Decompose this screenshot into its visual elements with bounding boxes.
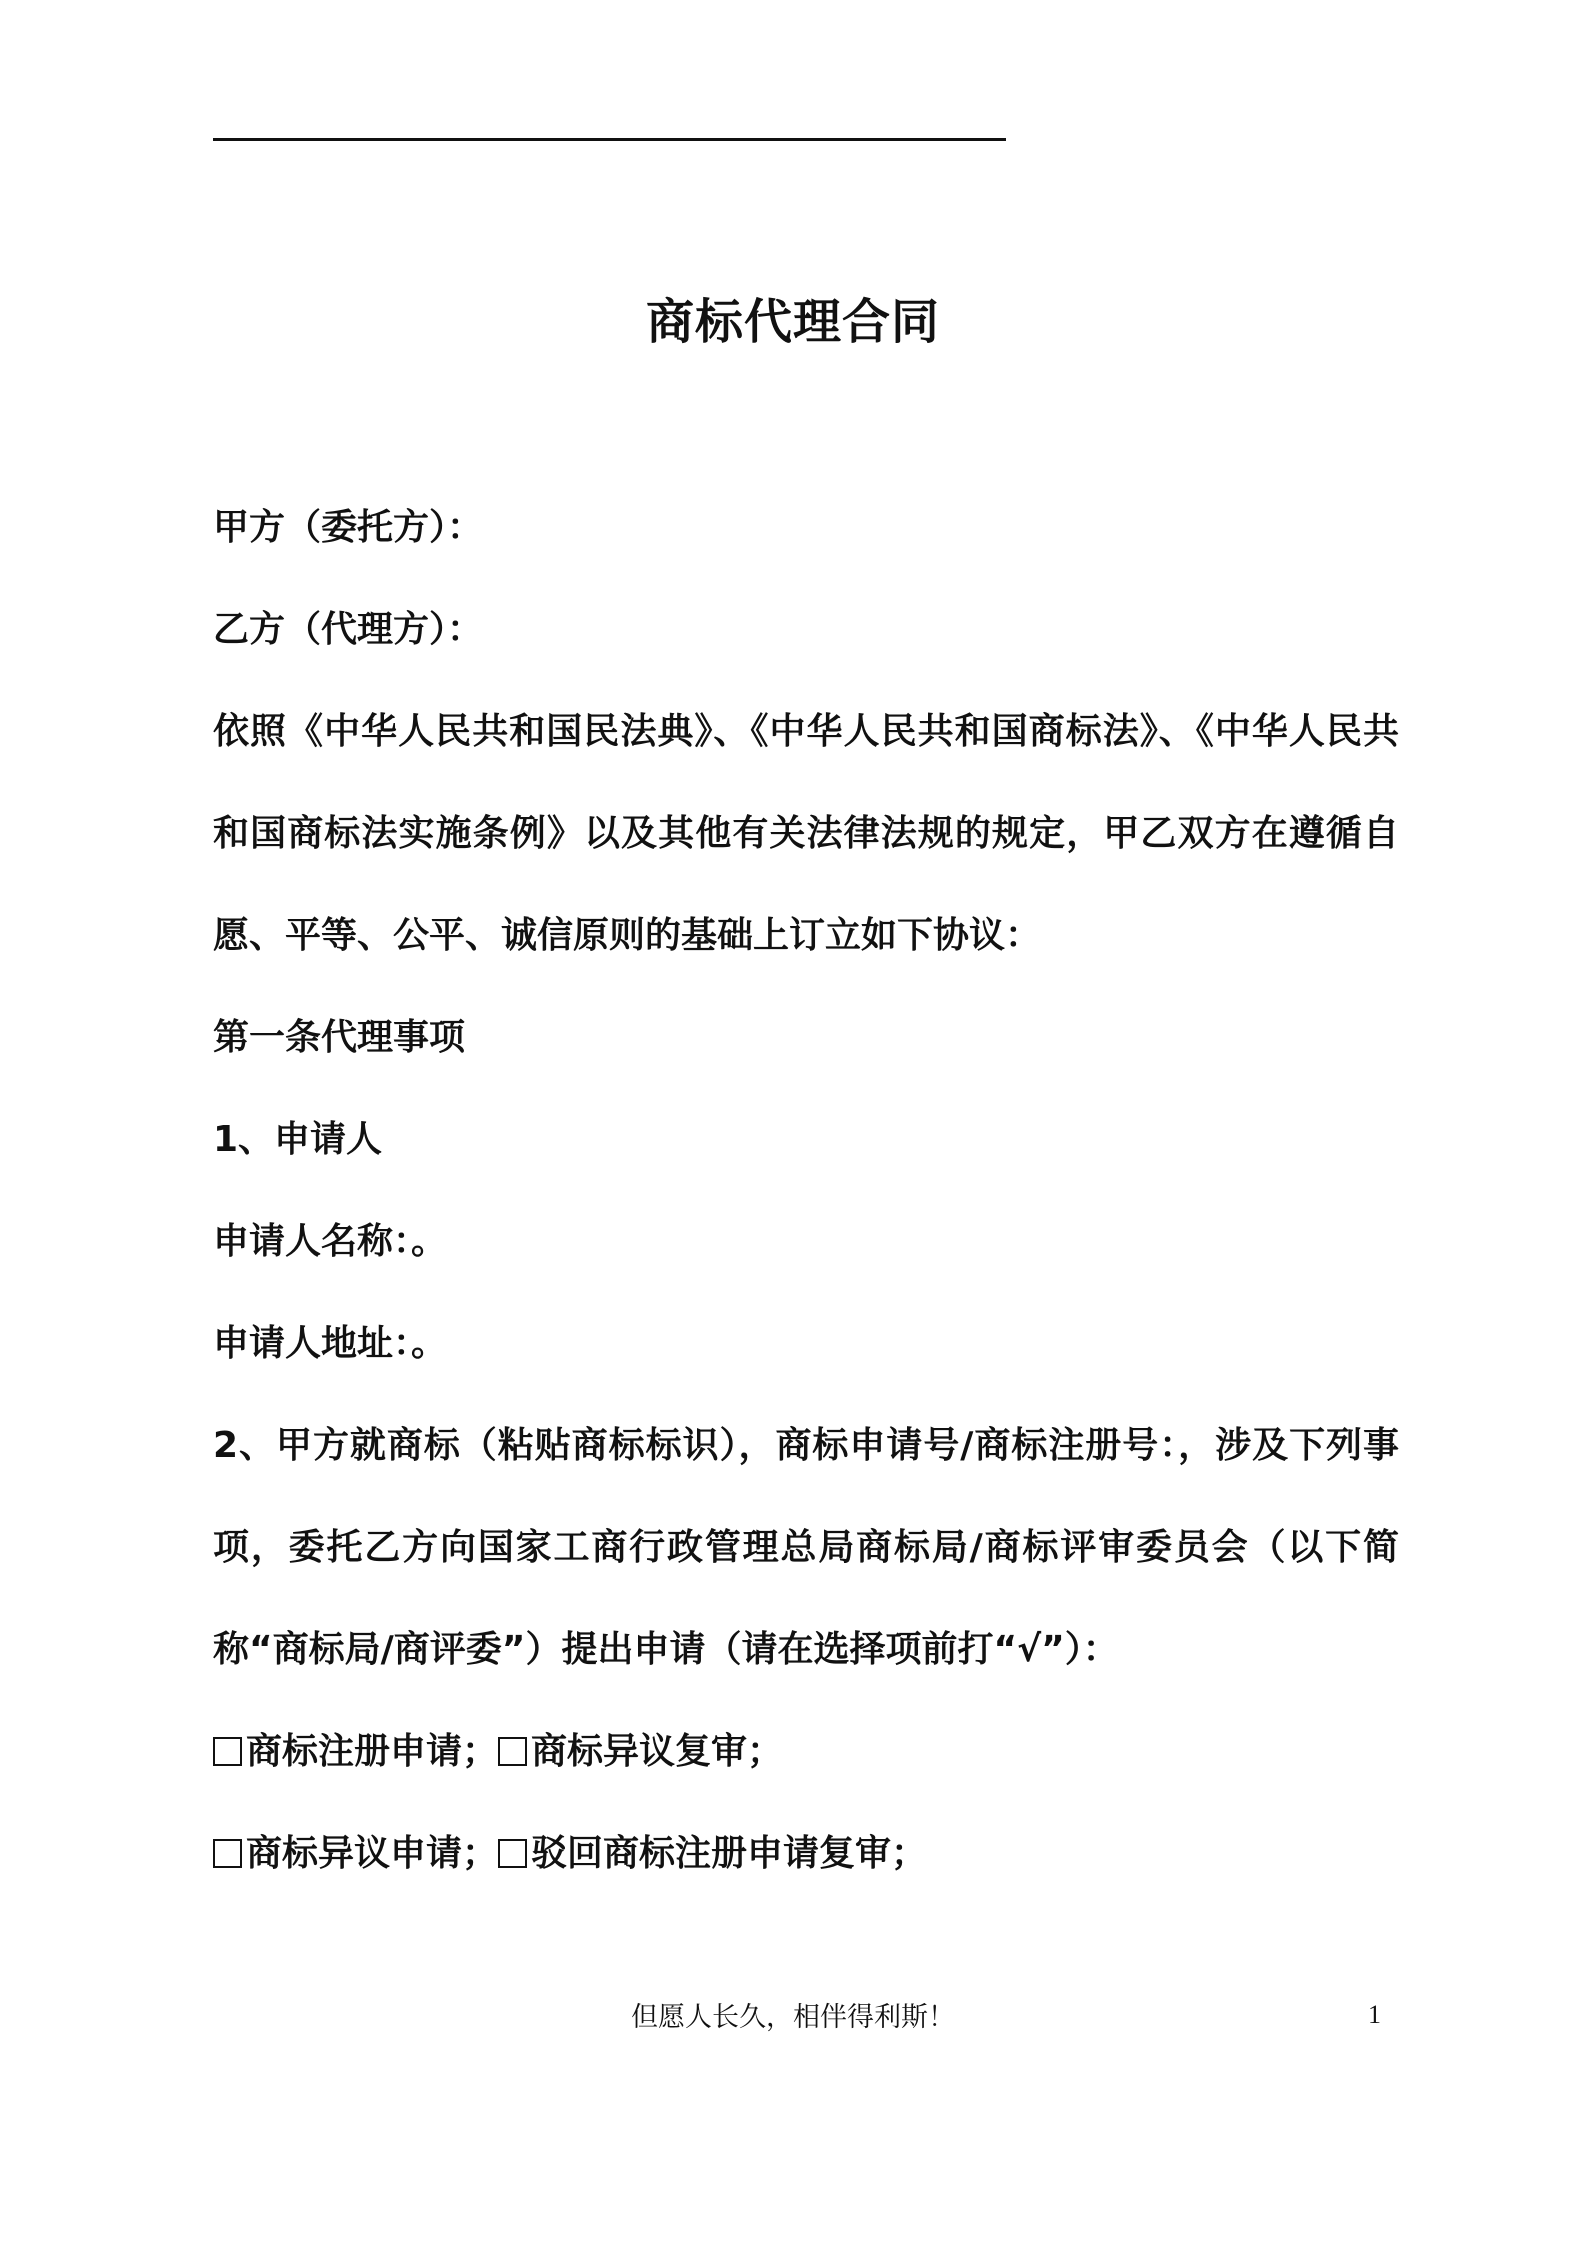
top-rule xyxy=(213,138,1006,141)
options-row-2 xyxy=(213,1830,1399,1878)
preamble-line-1: 依照《中华人民共和国民法典》、《中华人民共和国商标法》、《中华人民共 xyxy=(213,711,1399,752)
page-number: 1 xyxy=(1368,2000,1381,2029)
item-2-line-3: 称“商标局/商评委”）提出申请（请在选择项前打“√”）： xyxy=(213,1629,1119,1670)
option-opposition-application: 商标异议申请； xyxy=(246,1833,499,1874)
option-trademark-registration: 商标注册申请； xyxy=(246,1731,499,1772)
option-rejection-review: 驳回商标注册申请复审； xyxy=(531,1833,928,1874)
party-b-line: 乙方（代理方）： xyxy=(213,609,484,650)
item-1-heading: 1、申请人 xyxy=(213,1119,383,1160)
footer-motto: 但愿人长久，相伴得利斯！ xyxy=(631,2002,955,2033)
applicant-address: 申请人地址：。 xyxy=(213,1323,448,1364)
checkbox-rejection-review[interactable] xyxy=(498,1839,527,1868)
preamble-line-3: 愿、平等、公平、诚信原则的基础上订立如下协议： xyxy=(213,915,1042,956)
options-row-1 xyxy=(213,1728,1399,1776)
article-1-heading: 第一条代理事项 xyxy=(213,1017,466,1058)
party-a-line: 甲方（委托方）： xyxy=(213,507,484,548)
checkbox-opposition-application[interactable] xyxy=(213,1839,242,1868)
preamble-line-2: 和国商标法实施条例》以及其他有关法律法规的规定，甲乙双方在遵循自 xyxy=(213,813,1399,854)
document-title: 商标代理合同 xyxy=(645,294,940,350)
checkbox-trademark-registration[interactable] xyxy=(213,1737,242,1766)
checkbox-opposition-review[interactable] xyxy=(498,1737,527,1766)
applicant-name: 申请人名称：。 xyxy=(213,1221,448,1262)
option-opposition-review: 商标异议复审； xyxy=(531,1731,784,1772)
item-2-line-2: 项，委托乙方向国家工商行政管理总局商标局/商标评审委员会（以下简 xyxy=(213,1527,1399,1568)
item-2-line-1: 2、甲方就商标（粘贴商标标识），商标申请号/商标注册号：，涉及下列事 xyxy=(213,1425,1399,1466)
